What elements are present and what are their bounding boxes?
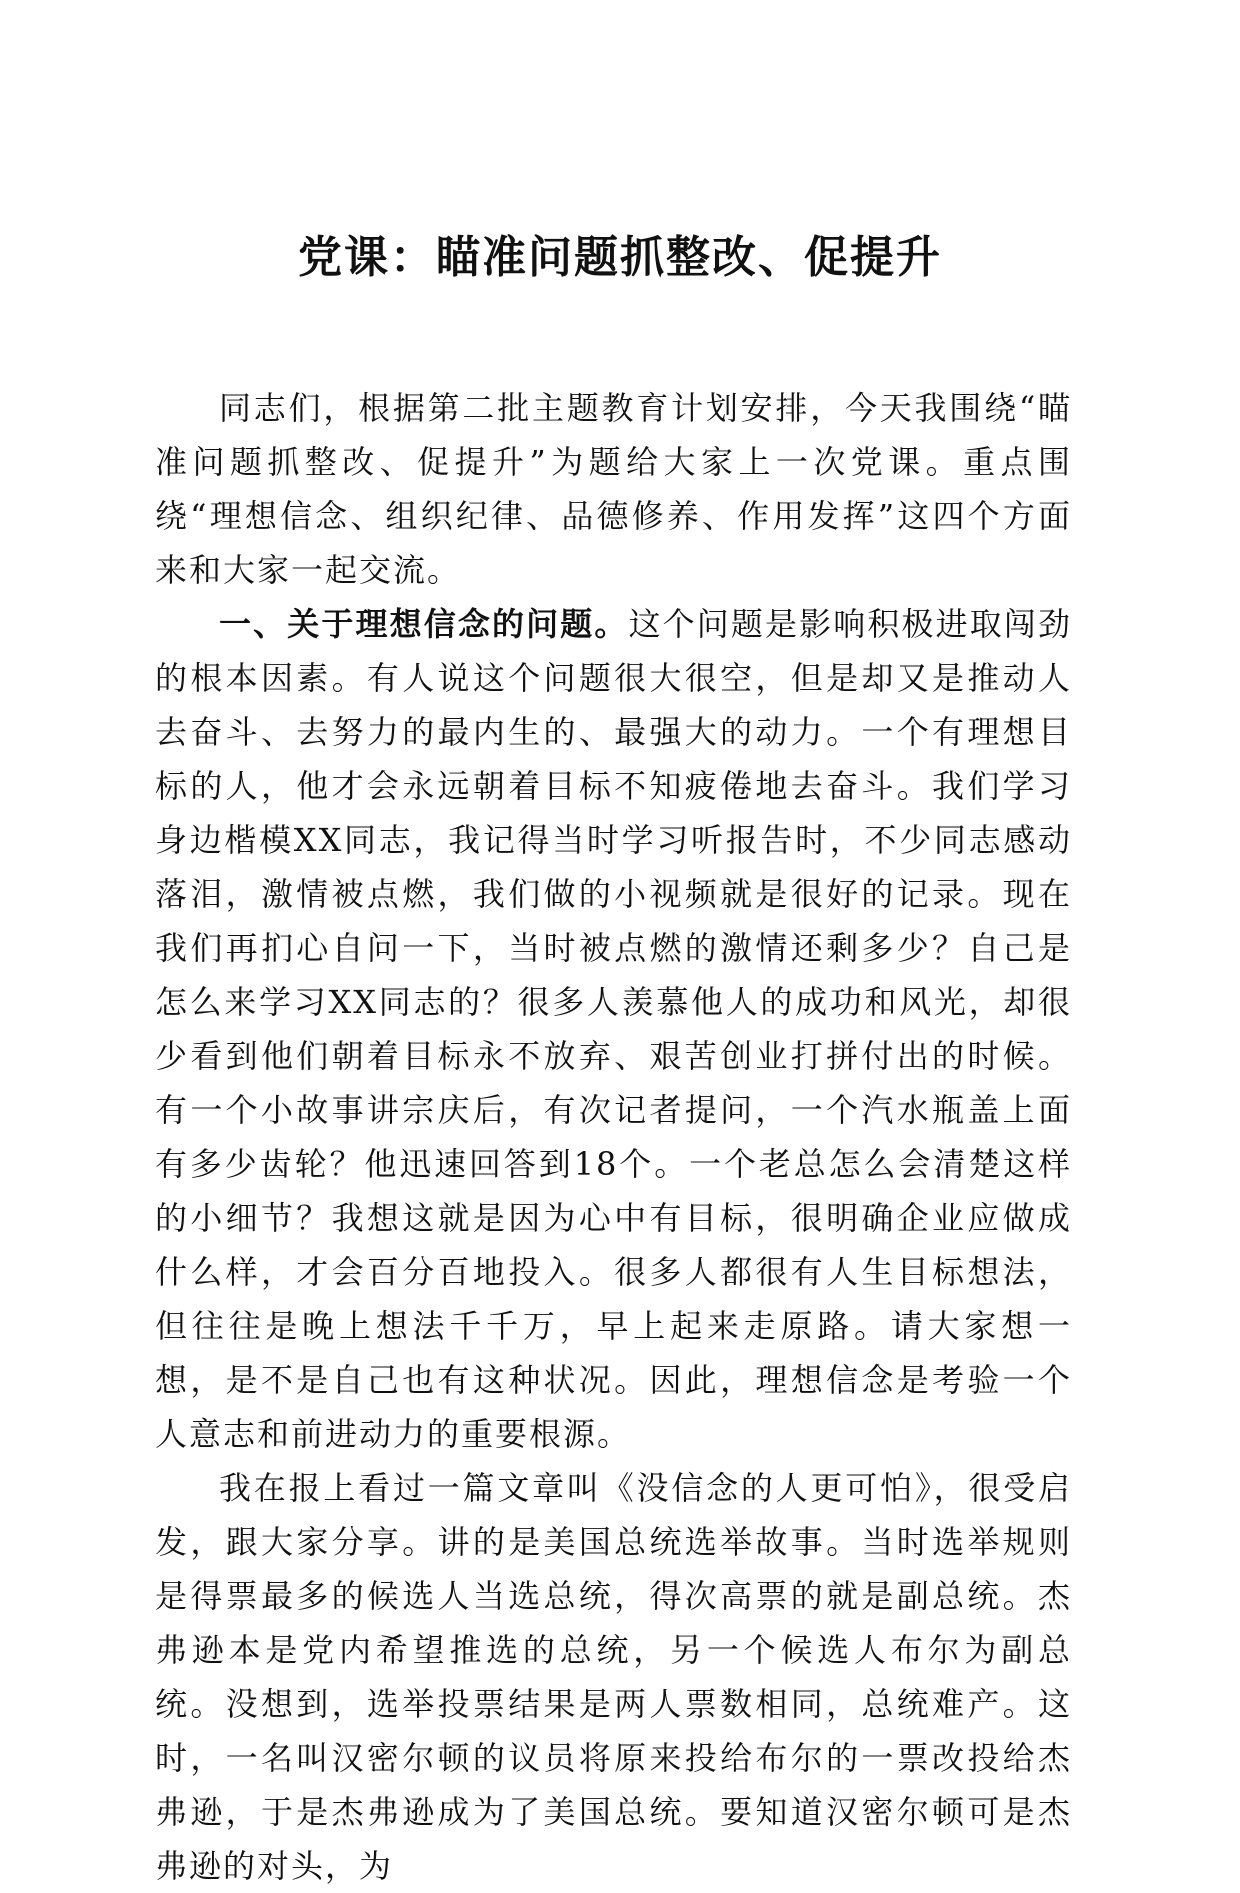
paragraph-text: 这个问题是影响积极进取闯劲的根本因素。有人说这个问题很大很空，但是却又是推动人去奋斗、去努力的最内生的、最强大的动力。一个有理想目标的人，他才会永远朝着目标不知疲倦地去奋斗。我们学习身边楷模XX同志，我记得当时学习听报告时，不少同志感动落泪，激情被点燃，我们做的小视频就是很好的记录。现在我们再扪心自问一下，当时被点燃的激情还剩多少？自己是怎么来学习XX同志的？很多人羡慕他人的成功和风光，却很少看到他们朝着目标永不放弃、艰苦创业打拼付出的时候。有一个小故事讲宗庆后，有次记者提问，一个汽水瓶盖上面有多少齿轮？他迅速回答到18个。一个老总怎么会清楚这样的小细节？我想这就是因为心中有目标，很明确企业应做成什么样，才会百分百地投入。很多人都很有人生目标想法，但往往是晚上想法千千万，早上起来走原路。请大家想一想，是不是自己也有这种状况。因此，理想信念是考验一个人意志和前进动力的重要根源。 bbox=[155, 605, 1072, 1453]
section-heading: 一、关于理想信念的问题。 bbox=[219, 605, 629, 643]
paragraph-section-1 bbox=[155, 597, 1072, 1461]
paragraph-intro bbox=[155, 381, 1072, 597]
paragraph-text: 同志们，根据第二批主题教育计划安排，今天我围绕“瞄准问题抓整改、促提升”为题给大家上一次党课。重点围绕“理想信念、组织纪律、品德修养、作用发挥”这四个方面来和大家一起交流。 bbox=[155, 389, 1072, 589]
paragraph-story bbox=[155, 1461, 1072, 1893]
document-title: 党课：瞄准问题抓整改、促提升 bbox=[298, 232, 942, 283]
document-body bbox=[155, 381, 1072, 1893]
paragraph-text: 我在报上看过一篇文章叫《没信念的人更可怕》，很受启发，跟大家分享。讲的是美国总统选举故事。当时选举规则是得票最多的候选人当选总统，得次高票的就是副总统。杰弗逊本是党内希望推选的总统，另一个候选人布尔为副总统。没想到，选举投票结果是两人票数相同，总统难产。这时，一名叫汉密尔顿的议员将原来投给布尔的一票改投给杰弗逊，于是杰弗逊成为了美国总统。要知道汉密尔顿可是杰弗逊的对头，为 bbox=[155, 1469, 1072, 1885]
